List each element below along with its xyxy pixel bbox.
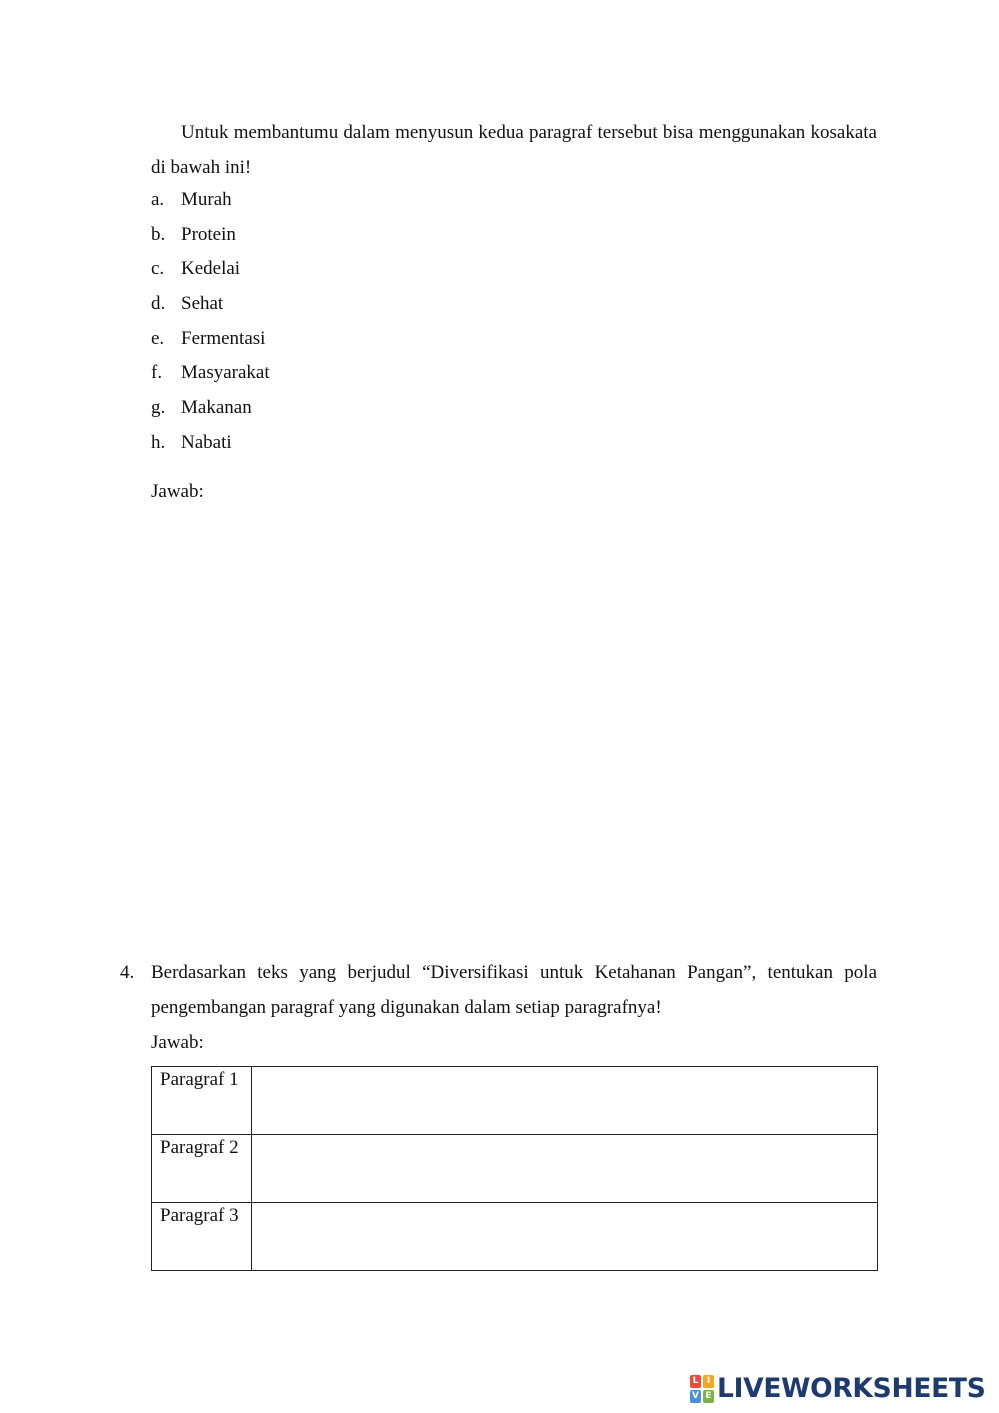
logo-icon-letter: E bbox=[703, 1390, 714, 1403]
list-marker: h. bbox=[151, 431, 166, 453]
question-text: Berdasarkan teks yang berjudul “Diversifikasi untuk Ketahanan Pangan”, tentukan pola pengembangan paragraf yang digunakan dalam setiap paragrafnya! bbox=[151, 962, 877, 1018]
live-grid-icon bbox=[690, 1375, 714, 1403]
list-marker: e. bbox=[151, 327, 165, 349]
list-marker: b. bbox=[151, 223, 166, 245]
list-item bbox=[151, 391, 270, 426]
list-marker: f. bbox=[151, 362, 163, 384]
answer-table bbox=[151, 1066, 878, 1271]
question-number: 4. bbox=[120, 962, 135, 983]
answer-cell[interactable] bbox=[252, 1135, 878, 1203]
paragraph-label-cell: Paragraf 2 bbox=[152, 1135, 252, 1203]
list-item bbox=[151, 218, 270, 253]
list-item bbox=[151, 252, 270, 287]
vocabulary-word: Masyarakat bbox=[181, 362, 270, 384]
list-item bbox=[151, 287, 270, 322]
vocabulary-word: Fermentasi bbox=[181, 327, 266, 349]
vocabulary-word: Makanan bbox=[181, 397, 252, 419]
logo-icon-letter: L bbox=[690, 1375, 701, 1388]
vocabulary-word: Murah bbox=[181, 189, 232, 210]
vocabulary-word: Protein bbox=[181, 223, 236, 245]
answer-label: Jawab: bbox=[151, 1032, 204, 1053]
paragraph-label-cell: Paragraf 3 bbox=[152, 1203, 252, 1271]
list-marker: a. bbox=[151, 189, 165, 210]
vocabulary-list bbox=[151, 183, 270, 461]
intro-paragraph: Untuk membantumu dalam menyusun kedua paragraf tersebut bisa menggunakan kosakata di bawah ini! bbox=[151, 122, 877, 178]
list-item bbox=[151, 426, 270, 461]
table-row bbox=[152, 1067, 878, 1135]
list-item bbox=[151, 356, 270, 391]
logo-icon-letter: I bbox=[703, 1375, 714, 1388]
vocabulary-word: Kedelai bbox=[181, 258, 241, 280]
vocabulary-word: Nabati bbox=[181, 431, 232, 453]
answer-label: Jawab: bbox=[151, 481, 204, 502]
list-item bbox=[151, 322, 270, 357]
logo-text: LIVEWORKSHEETS bbox=[717, 1373, 986, 1404]
list-marker: d. bbox=[151, 293, 166, 315]
list-marker: g. bbox=[151, 397, 166, 419]
table-row bbox=[152, 1203, 878, 1271]
list-item bbox=[151, 183, 270, 218]
vocabulary-word: Sehat bbox=[181, 293, 224, 315]
table-row bbox=[152, 1135, 878, 1203]
logo-icon-letter: V bbox=[690, 1390, 701, 1403]
list-marker: c. bbox=[151, 258, 165, 280]
paragraph-label-cell: Paragraf 1 bbox=[152, 1067, 252, 1135]
answer-cell[interactable] bbox=[252, 1067, 878, 1135]
answer-cell[interactable] bbox=[252, 1203, 878, 1271]
liveworksheets-logo bbox=[690, 1372, 986, 1406]
